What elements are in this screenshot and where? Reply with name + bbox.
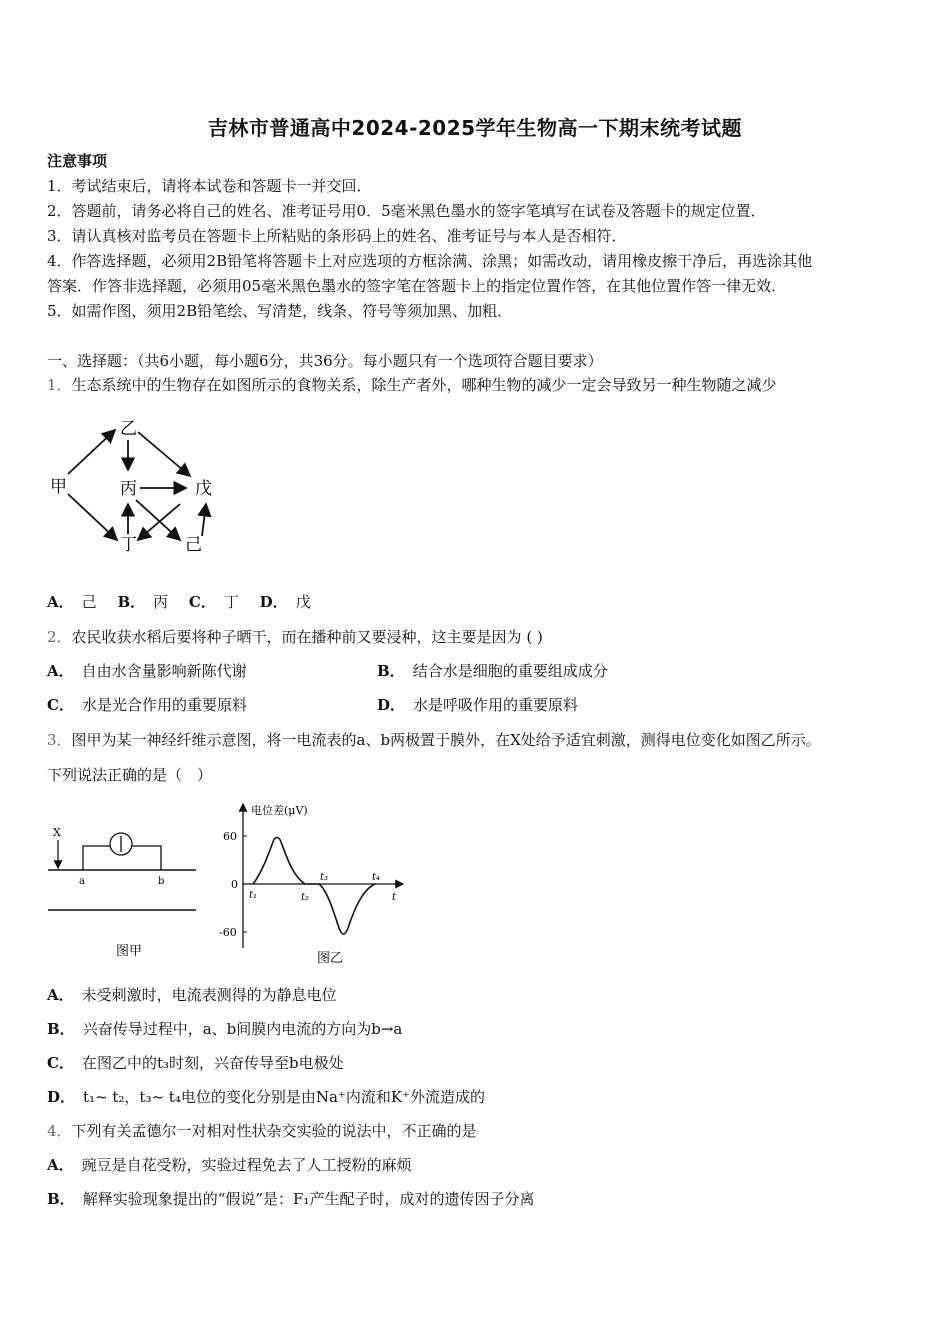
node-bing: 丙 bbox=[120, 479, 137, 499]
notice-heading: 注意事项 bbox=[47, 152, 108, 170]
t3-label: t₃ bbox=[320, 872, 329, 883]
option-b[interactable]: B． 丙 bbox=[117, 593, 169, 611]
y-axis-label: 电位差(μV) bbox=[251, 804, 308, 817]
q1-options bbox=[47, 591, 327, 613]
question-1 bbox=[47, 374, 777, 396]
option-c[interactable]: C． 水是光合作用的重要原料 bbox=[47, 696, 247, 714]
nerve-fiber-diagram bbox=[44, 822, 200, 962]
question-number: 1． bbox=[47, 376, 72, 394]
option-d[interactable]: D． 水是呼吸作用的重要原料 bbox=[377, 696, 579, 714]
page-title: 吉林市普通高中2024-2025学年生物高一下期末统考试题 bbox=[207, 116, 743, 140]
node-ding: 丁 bbox=[120, 535, 137, 555]
option-d[interactable]: D． t₁~ t₂，t₃~ t₄电位的变化分别是由Na⁺内流和K⁺外流造成的 bbox=[47, 1088, 485, 1106]
notice-item: 答案．作答非选择题，必须用05毫米黑色墨水的签字笔在答题卡上的指定位置作答，在其他位置作答一律无效． bbox=[47, 277, 787, 295]
potential-chart bbox=[215, 798, 410, 970]
potential-curve bbox=[253, 838, 375, 935]
t4-label: t₄ bbox=[372, 872, 381, 883]
option-b[interactable]: B． 解释实验现象提出的“假说”是：F₁产生配子时，成对的遗传因子分离 bbox=[47, 1190, 535, 1208]
option-a[interactable]: A． 豌豆是自花受粉，实验过程免去了人工授粉的麻烦 bbox=[47, 1156, 412, 1174]
food-web-diagram bbox=[40, 412, 230, 557]
figure-caption: 图甲 bbox=[116, 944, 143, 959]
tick-0: 0 bbox=[231, 878, 238, 891]
electrode-b-label: b bbox=[158, 876, 165, 887]
node-wu: 戊 bbox=[195, 479, 212, 499]
node-yi: 乙 bbox=[120, 419, 137, 439]
question-text: 图甲为某一神经纤维示意图，将一电流表的a、b两极置于膜外，在X处给予适宜刺激，测得电位变化如图乙所示。 bbox=[71, 731, 821, 749]
tick-neg60: -60 bbox=[219, 926, 237, 939]
t2-label: t₂ bbox=[301, 892, 310, 903]
option-a[interactable]: A． 未受刺激时，电流表测得的为静息电位 bbox=[47, 986, 337, 1004]
question-2 bbox=[47, 626, 543, 648]
figure-caption: 图乙 bbox=[317, 951, 344, 966]
question-number: 3． bbox=[47, 731, 72, 749]
question-text: 下列有关孟德尔一对相对性状杂交实验的说法中，不正确的是 bbox=[71, 1122, 477, 1140]
option-a[interactable]: A． 己 bbox=[47, 593, 97, 611]
notice-item: 3．请认真核对监考员在答题卡上所粘贴的条形码上的姓名、准考证号与本人是否相符． bbox=[47, 227, 627, 245]
notice-item: 1．考试结束后，请将本试卷和答题卡一并交回． bbox=[47, 177, 372, 195]
option-b[interactable]: B． 兴奋传导过程中，a、b间膜内电流的方向为b→a bbox=[47, 1020, 403, 1038]
option-a[interactable]: A． 自由水含量影响新陈代谢 bbox=[47, 662, 247, 680]
notice-item: 4．作答选择题，必须用2B铅笔将答题卡上对应选项的方框涂满、涂黑；如需改动，请用橡皮擦干净后，再选涂其他 bbox=[47, 252, 813, 270]
section-heading: 一、选择题：（共6小题，每小题6分，共36分。每小题只有一个选项符合题目要求） bbox=[47, 352, 603, 370]
question-text: 生态系统中的生物存在如图所示的食物关系，除生产者外，哪种生物的减少一定会导致另一种生物随之减少 bbox=[71, 376, 777, 394]
notice-item: 2．答题前，请务必将自己的姓名、准考证号用0．5毫米黑色墨水的签字笔填写在试卷及答题卡的规定位置． bbox=[47, 202, 766, 220]
node-ji: 己 bbox=[185, 535, 202, 555]
tick-60: 60 bbox=[223, 830, 237, 843]
node-jia: 甲 bbox=[50, 477, 67, 497]
question-text: 农民收获水稻后要将种子晒干，而在播种前又要浸种，这主要是因为 ( ) bbox=[71, 628, 543, 646]
notice-item: 5．如需作图，须用2B铅笔绘、写清楚，线条、符号等须加黑、加粗． bbox=[47, 302, 513, 320]
option-c[interactable]: C． 在图乙中的t₃时刻，兴奋传导至b电极处 bbox=[47, 1054, 344, 1072]
question-number: 2． bbox=[47, 628, 72, 646]
question-3 bbox=[47, 729, 821, 751]
question-text-cont: 下列说法正确的是（ ） bbox=[47, 766, 213, 784]
option-c[interactable]: C． 丁 bbox=[188, 593, 239, 611]
question-number: 4． bbox=[47, 1122, 72, 1140]
t-axis-label: t bbox=[392, 892, 397, 903]
question-4 bbox=[47, 1120, 477, 1142]
electrode-a-label: a bbox=[79, 876, 85, 887]
x-label: X bbox=[53, 826, 61, 839]
t1-label: t₁ bbox=[249, 890, 258, 901]
option-b[interactable]: B． 结合水是细胞的重要组成成分 bbox=[377, 662, 608, 680]
option-d[interactable]: D． 戊 bbox=[259, 593, 311, 611]
